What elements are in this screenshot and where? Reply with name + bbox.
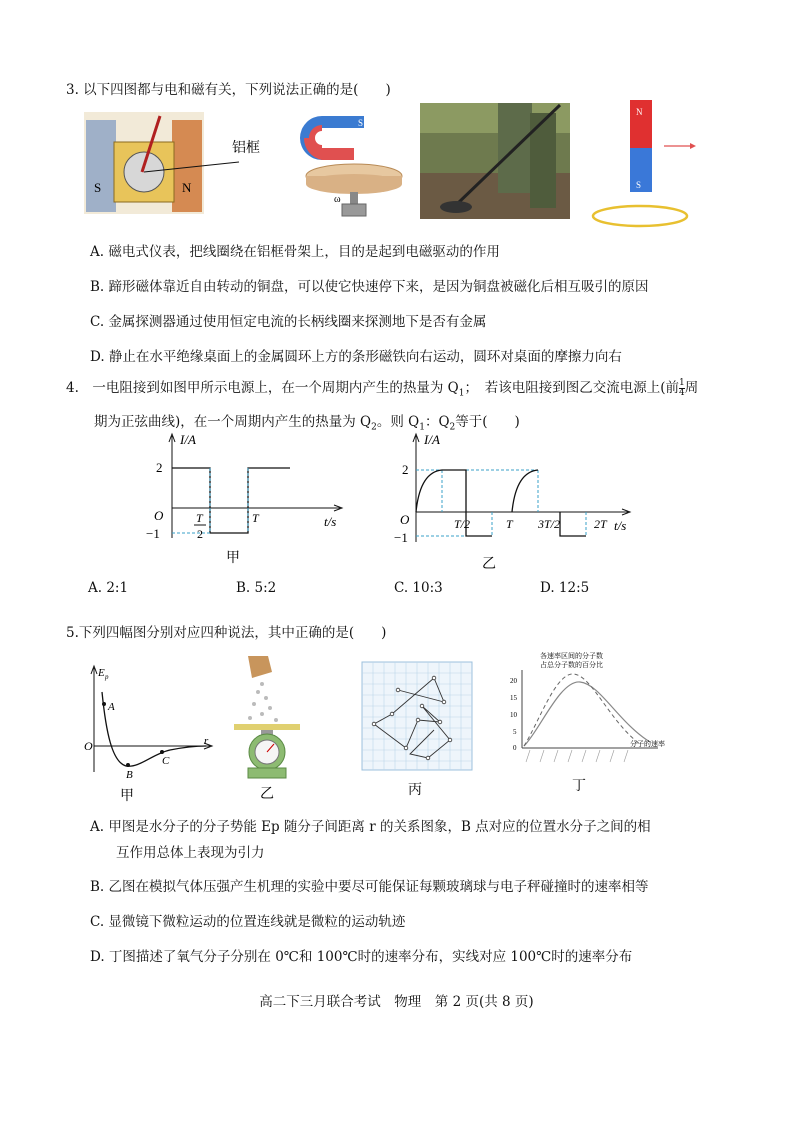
graph-jia-y2: 2 bbox=[156, 460, 163, 475]
svg-text:0: 0 bbox=[513, 744, 517, 752]
svg-text:T: T bbox=[196, 511, 203, 525]
graph-yi-xlabel: t/s bbox=[614, 518, 627, 533]
metal-detector-photo bbox=[420, 103, 570, 219]
fig2-omega: ω bbox=[334, 194, 341, 205]
svg-text:各速率区间的分子数: 各速率区间的分子数 bbox=[540, 652, 603, 660]
svg-text:占总分子数的百分比: 占总分子数的百分比 bbox=[540, 661, 603, 669]
brownian-figure bbox=[362, 662, 474, 802]
svg-text:3T/2: 3T/2 bbox=[538, 517, 561, 531]
graph-yi-origin: O bbox=[400, 512, 410, 527]
svg-text:2T: 2T bbox=[594, 517, 607, 531]
svg-text:r: r bbox=[204, 735, 209, 747]
magnet-ring-figure bbox=[590, 98, 700, 230]
graph-jia-caption: 甲 bbox=[226, 551, 240, 566]
svg-text:T: T bbox=[506, 517, 513, 531]
graph-jia-ylabel: I/A bbox=[180, 432, 196, 447]
fig1-s: S bbox=[94, 180, 102, 195]
speed-distribution-chart bbox=[500, 650, 670, 802]
graph-yi-ym1: −1 bbox=[394, 530, 408, 545]
svg-text:5: 5 bbox=[513, 728, 517, 736]
page-footer: 高二下三月联合考试 物理 第 2 页(共 8 页) bbox=[259, 994, 534, 1010]
fig-bing-caption: 丙 bbox=[408, 783, 422, 798]
fig-ding-caption: 丁 bbox=[572, 779, 586, 794]
fig4-n: N bbox=[636, 107, 643, 117]
svg-text:T: T bbox=[252, 511, 259, 525]
q5-stem: 5.下列四幅图分别对应四种说法，其中正确的是( ) bbox=[66, 625, 387, 641]
quarter-fraction: $\frac{1}{4}$ bbox=[679, 378, 685, 398]
q5-option-a: A. 甲图是水分子的分子势能 Ep 随分子间距离 r 的关系图象，B 点对应的位置水分子之间的相 bbox=[90, 819, 651, 835]
potential-energy-graph bbox=[80, 662, 220, 802]
q3-option-b: B. 蹄形磁体靠近自由转动的铜盘，可以使它快速停下来，是因为铜盘被磁化后相互吸引的原因 bbox=[90, 279, 649, 295]
graph-yi bbox=[396, 430, 646, 575]
q4-stem-line1: 4. 一电阻接到如图甲所示电源上，在一个周期内产生的热量为 $Q_1$； 若该电阻接到图乙交流电源上(前 $\frac{1}{4}$ 周 bbox=[66, 378, 699, 399]
horseshoe-disk-figure bbox=[294, 108, 404, 218]
graph-jia-origin: O bbox=[154, 508, 164, 523]
q4-option-a: A. 2:1 bbox=[88, 580, 129, 596]
q3-stem: 3. 以下四图都与电和磁有关，下列说法正确的是( ) bbox=[66, 82, 391, 98]
svg-text:20: 20 bbox=[510, 677, 517, 685]
svg-text:E: E bbox=[98, 667, 105, 679]
q5-option-d: D. 丁图描述了氧气分子分别在 0℃和 100℃时的速率分布，实线对应 100℃时的速率分布 bbox=[90, 949, 633, 965]
scale-figure bbox=[228, 652, 306, 802]
q3-option-c: C. 金属探测器通过使用恒定电流的长柄线圈来探测地下是否有金属 bbox=[90, 314, 487, 330]
q3-option-a: A. 磁电式仪表，把线圈绕在铝框骨架上，目的是起到电磁驱动的作用 bbox=[90, 244, 500, 260]
q4-stem-line2: 期为正弦曲线)，在一个周期内产生的热量为 $Q_2$。则 $Q_1$：$Q_2$等于( ) bbox=[94, 414, 520, 433]
svg-text:O: O bbox=[84, 739, 93, 753]
q4-option-b: B. 5:2 bbox=[236, 580, 277, 596]
graph-yi-y2: 2 bbox=[402, 462, 409, 477]
svg-text:2: 2 bbox=[197, 527, 203, 541]
q4-option-d: D. 12:5 bbox=[540, 580, 590, 596]
q3-option-d: D. 静止在水平绝缘桌面上的金属圆环上方的条形磁铁向右运动，圆环对桌面的摩擦力向右 bbox=[90, 349, 622, 365]
svg-text:10: 10 bbox=[510, 711, 517, 719]
graph-jia bbox=[140, 430, 360, 570]
svg-text:B: B bbox=[126, 769, 133, 781]
graph-jia-ym1: −1 bbox=[146, 526, 160, 541]
graph-yi-ylabel: I/A bbox=[424, 432, 440, 447]
fig2-s: S bbox=[358, 118, 364, 128]
fig-yi-caption: 乙 bbox=[260, 787, 274, 802]
fig1-n: N bbox=[182, 180, 192, 195]
graph-jia-xlabel: t/s bbox=[324, 514, 337, 529]
q5-option-c: C. 显微镜下微粒运动的位置连线就是微粒的运动轨迹 bbox=[90, 914, 406, 930]
galvanometer-figure bbox=[84, 112, 274, 214]
graph-yi-caption: 乙 bbox=[482, 557, 496, 572]
q5-option-a-cont: 互作用总体上表现为引力 bbox=[116, 845, 265, 861]
fig1-label: 铝框 bbox=[232, 141, 260, 156]
svg-text:T/2: T/2 bbox=[454, 517, 471, 531]
svg-text:A: A bbox=[108, 701, 115, 713]
fig-jia-caption: 甲 bbox=[120, 789, 134, 804]
svg-text:15: 15 bbox=[510, 694, 517, 702]
fig4-s: S bbox=[636, 180, 642, 190]
q4-option-c: C. 10:3 bbox=[394, 580, 443, 596]
svg-text:C: C bbox=[162, 755, 170, 767]
svg-text:分子的速率: 分子的速率 bbox=[630, 740, 665, 748]
q5-option-b: B. 乙图在模拟气体压强产生机理的实验中要尽可能保证每颗玻璃球与电子秤碰撞时的速率相等 bbox=[90, 879, 649, 895]
svg-text:p: p bbox=[105, 673, 109, 681]
